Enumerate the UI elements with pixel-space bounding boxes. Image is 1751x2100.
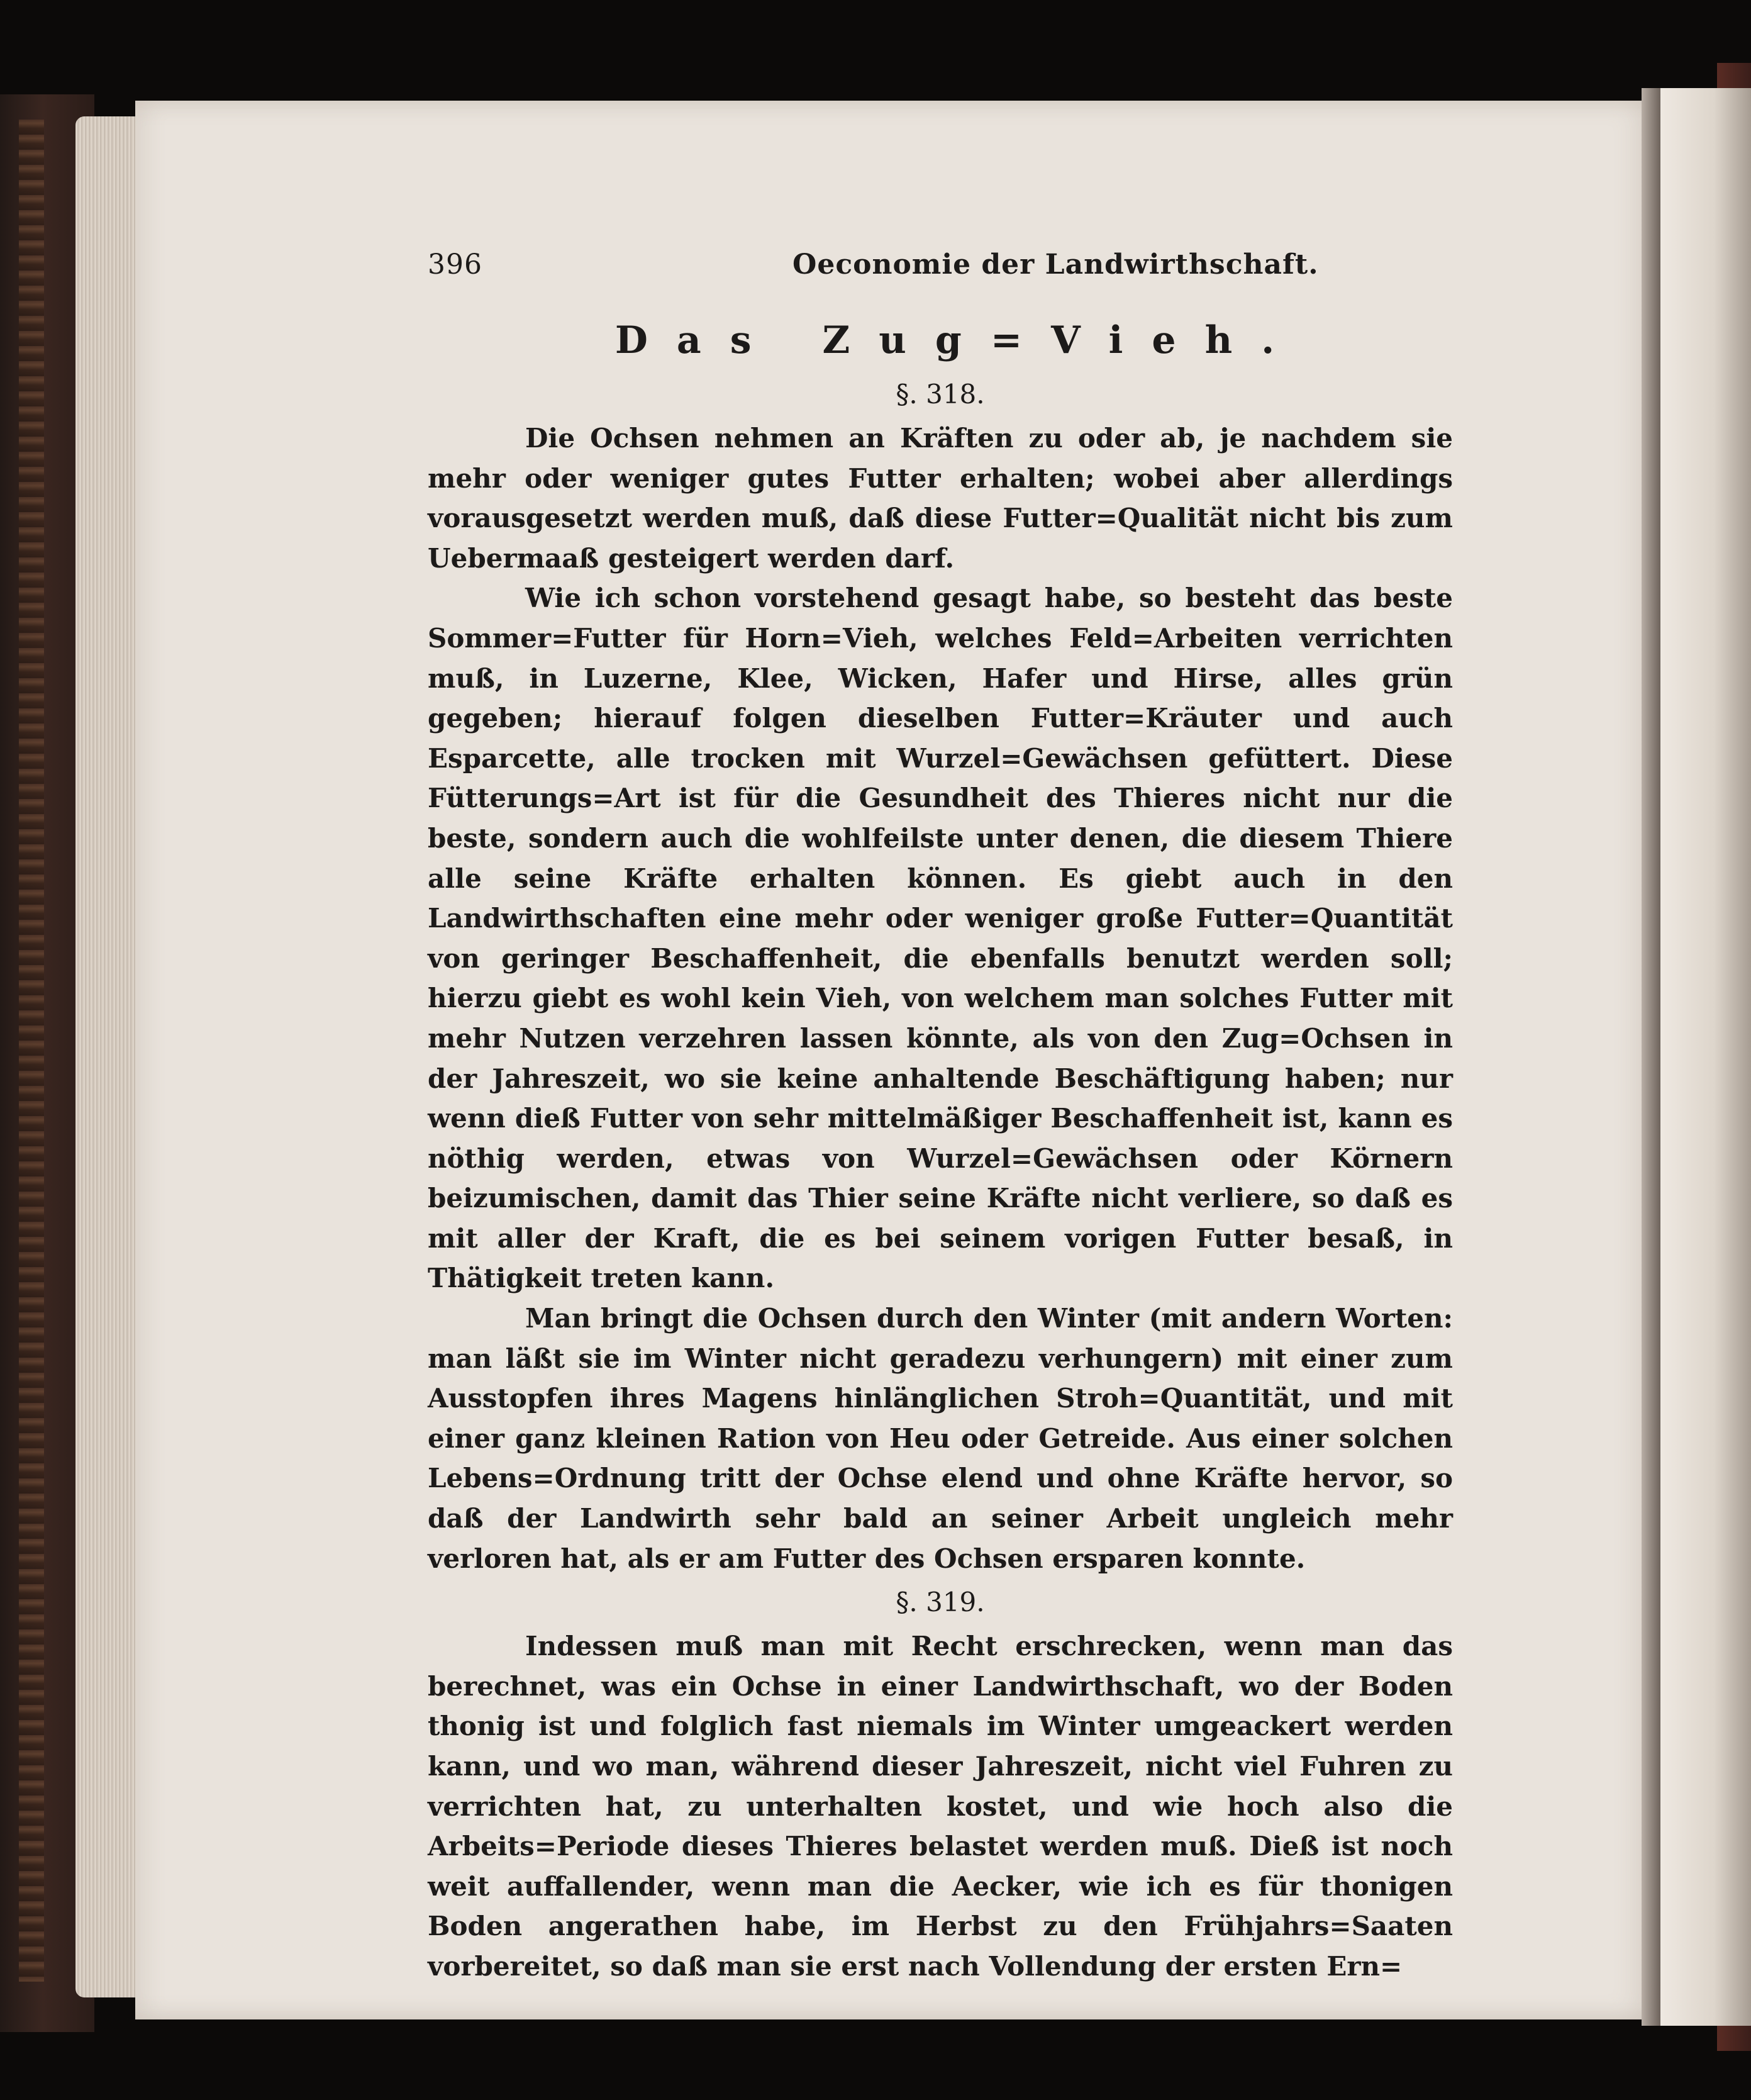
- section-mark: §. 319.: [896, 1587, 985, 1618]
- paragraph: Die Ochsen nehmen an Kräften zu oder ab, je nachdem sie mehr oder weniger gutes Futter erhalten; wobei aber allerdings vorausgesetzt werden muß, daß diese Futter=Qualität nicht bis zum Uebermaaß gesteigert werden darf.: [428, 423, 1453, 574]
- page-content: [428, 249, 1453, 1987]
- page-edges-left: [75, 116, 145, 1997]
- running-head: [428, 249, 1453, 293]
- paragraph: Wie ich schon vorstehend gesagt habe, so besteht das beste Sommer=Futter für Horn=Vieh, welches Feld=Arbeiten verrichten muß, in Luzerne, Klee, Wicken, Hafer und Hirse, alles grün gegeben; hierauf folgen dieselben Futter=Kräuter und auch Esparcette, alle trocken mit Wurzel=Gewächsen gefüttert. Diese Fütterungs=Art ist für die Gesundheit des Thieres nicht nur die beste, sondern auch die wohlfeilste unter denen, die diesem Thiere alle seine Kräfte erhalten können. Es giebt auch in den Landwirthschaften eine mehr oder weniger große Futter=Quantität von geringer Beschaffenheit, die ebenfalls benutzt werden soll; hierzu giebt es wohl kein Vieh, von welchem man solches Futter mit mehr Nutzen verzehren lassen könnte, als von den Zug=Ochsen in der Jahreszeit, wo sie keine anhaltende Beschäftigung haben; nur wenn dieß Futter von sehr mittelmäßiger Beschaffenheit ist, kann es nöthig werden, etwas von Wurzel=Gewächsen oder Körnern beizumischen, damit das Thier seine Kräfte nicht verliere, so daß es mit aller der Kraft, die es bei seinem vorigen Futter besaß, in Thätigkeit treten kann.: [428, 583, 1453, 1294]
- book-gutter: [1642, 88, 1660, 2026]
- paragraph: Indessen muß man mit Recht erschrecken, wenn man das berechnet, was ein Ochse in einer Landwirthschaft, wo der Boden thonig ist und folglich fast niemals im Winter umgeackert werden kann, und wo man, während dieser Jahreszeit, nicht viel Fuhren zu verrichten hat, zu unterhalten kostet, und wie hoch also die Arbeits=Periode dieses Thieres belastet werden muß. Dieß ist noch weit auffallender, wenn man die Aecker, wie ich es für thonigen Boden angerathen habe, im Herbst zu den Frühjahrs=Saaten vorbereitet, so daß man sie erst nach Vollendung der ersten Ern=: [428, 1631, 1453, 1982]
- paragraph: Man bringt die Ochsen durch den Winter (mit andern Worten: man läßt sie im Winter nicht geradezu verhungern) mit einer zum Ausstopfen ihres Magens hinlänglichen Stroh=Quantität, und mit einer ganz kleinen Ration von Heu oder Getreide. Aus einer solchen Lebens=Ordnung tritt der Ochse elend und ohne Kräfte hervor, so daß der Landwirth sehr bald an seiner Arbeit ungleich mehr verloren hat, als er am Futter des Ochsen ersparen konnte.: [428, 1303, 1453, 1574]
- page-number: 396: [428, 249, 482, 281]
- chapter-heading: Das Zug=Vieh.: [614, 318, 1304, 362]
- running-title: Oeconomie der Landwirthschaft.: [792, 249, 1319, 281]
- facing-page-edge: [1659, 88, 1751, 2026]
- section-mark: §. 318.: [896, 379, 985, 410]
- cover-pattern: [19, 120, 44, 1982]
